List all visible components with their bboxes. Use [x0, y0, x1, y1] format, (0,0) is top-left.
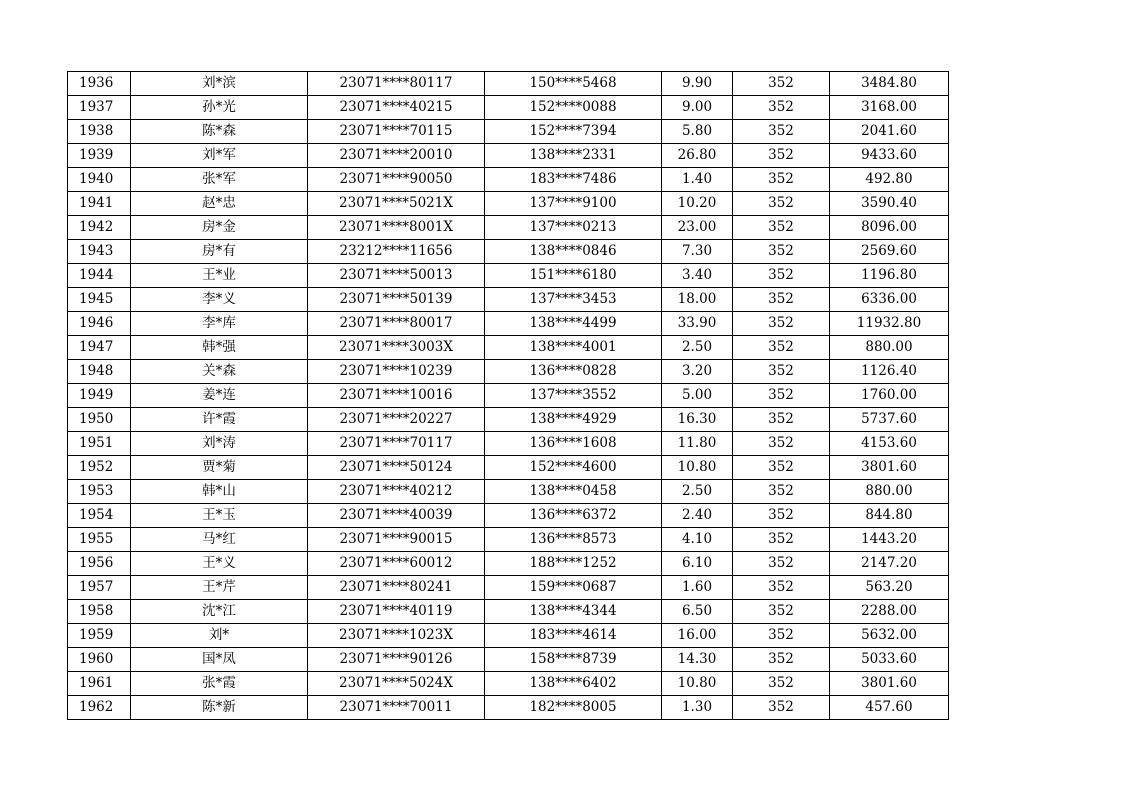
name-cell: 孙*光 — [131, 96, 308, 120]
area-cell: 23.00 — [662, 216, 733, 240]
name-cell: 刘* — [131, 624, 308, 648]
name-cell: 关*森 — [131, 360, 308, 384]
unit-price-cell: 352 — [733, 216, 830, 240]
table-row — [68, 192, 949, 216]
area-cell: 10.80 — [662, 456, 733, 480]
phone-cell: 138****4001 — [485, 336, 662, 360]
phone-cell: 182****8005 — [485, 696, 662, 720]
unit-price-cell: 352 — [733, 240, 830, 264]
id-number-cell: 23071****60012 — [308, 552, 485, 576]
amount-cell: 6336.00 — [830, 288, 949, 312]
name-cell: 韩*强 — [131, 336, 308, 360]
area-cell: 16.00 — [662, 624, 733, 648]
area-cell: 14.30 — [662, 648, 733, 672]
row-number-cell: 1956 — [68, 552, 131, 576]
phone-cell: 138****0846 — [485, 240, 662, 264]
phone-cell: 137****3453 — [485, 288, 662, 312]
id-number-cell: 23071****90126 — [308, 648, 485, 672]
phone-cell: 152****7394 — [485, 120, 662, 144]
name-cell: 房*金 — [131, 216, 308, 240]
area-cell: 5.80 — [662, 120, 733, 144]
unit-price-cell: 352 — [733, 480, 830, 504]
amount-cell: 3168.00 — [830, 96, 949, 120]
data-table — [67, 71, 949, 720]
table-row — [68, 72, 949, 96]
amount-cell: 8096.00 — [830, 216, 949, 240]
amount-cell: 11932.80 — [830, 312, 949, 336]
id-number-cell: 23071****40215 — [308, 96, 485, 120]
row-number-cell: 1951 — [68, 432, 131, 456]
table-row — [68, 336, 949, 360]
row-number-cell: 1961 — [68, 672, 131, 696]
amount-cell: 3801.60 — [830, 672, 949, 696]
row-number-cell: 1954 — [68, 504, 131, 528]
amount-cell: 1443.20 — [830, 528, 949, 552]
table-row — [68, 624, 949, 648]
name-cell: 李*义 — [131, 288, 308, 312]
id-number-cell: 23071****50013 — [308, 264, 485, 288]
phone-cell: 183****4614 — [485, 624, 662, 648]
phone-cell: 136****0828 — [485, 360, 662, 384]
amount-cell: 563.20 — [830, 576, 949, 600]
unit-price-cell: 352 — [733, 672, 830, 696]
table-row — [68, 120, 949, 144]
table-row — [68, 312, 949, 336]
unit-price-cell: 352 — [733, 648, 830, 672]
table-body — [68, 72, 949, 720]
name-cell: 国*凤 — [131, 648, 308, 672]
id-number-cell: 23071****40039 — [308, 504, 485, 528]
amount-cell: 880.00 — [830, 480, 949, 504]
table-row — [68, 360, 949, 384]
unit-price-cell: 352 — [733, 456, 830, 480]
phone-cell: 150****5468 — [485, 72, 662, 96]
unit-price-cell: 352 — [733, 576, 830, 600]
row-number-cell: 1947 — [68, 336, 131, 360]
id-number-cell: 23071****70117 — [308, 432, 485, 456]
row-number-cell: 1960 — [68, 648, 131, 672]
unit-price-cell: 352 — [733, 360, 830, 384]
table-row — [68, 144, 949, 168]
id-number-cell: 23071****20227 — [308, 408, 485, 432]
id-number-cell: 23071****10239 — [308, 360, 485, 384]
phone-cell: 158****8739 — [485, 648, 662, 672]
name-cell: 姜*连 — [131, 384, 308, 408]
row-number-cell: 1940 — [68, 168, 131, 192]
name-cell: 马*红 — [131, 528, 308, 552]
row-number-cell: 1962 — [68, 696, 131, 720]
phone-cell: 137****3552 — [485, 384, 662, 408]
table-row — [68, 408, 949, 432]
name-cell: 沈*江 — [131, 600, 308, 624]
id-number-cell: 23071****40212 — [308, 480, 485, 504]
name-cell: 陈*新 — [131, 696, 308, 720]
unit-price-cell: 352 — [733, 192, 830, 216]
phone-cell: 138****6402 — [485, 672, 662, 696]
unit-price-cell: 352 — [733, 312, 830, 336]
area-cell: 7.30 — [662, 240, 733, 264]
unit-price-cell: 352 — [733, 264, 830, 288]
area-cell: 1.40 — [662, 168, 733, 192]
phone-cell: 136****8573 — [485, 528, 662, 552]
table-row — [68, 216, 949, 240]
area-cell: 5.00 — [662, 384, 733, 408]
unit-price-cell: 352 — [733, 624, 830, 648]
name-cell: 李*库 — [131, 312, 308, 336]
row-number-cell: 1950 — [68, 408, 131, 432]
area-cell: 26.80 — [662, 144, 733, 168]
phone-cell: 152****0088 — [485, 96, 662, 120]
amount-cell: 5737.60 — [830, 408, 949, 432]
phone-cell: 138****4929 — [485, 408, 662, 432]
table-row — [68, 528, 949, 552]
row-number-cell: 1953 — [68, 480, 131, 504]
row-number-cell: 1959 — [68, 624, 131, 648]
unit-price-cell: 352 — [733, 336, 830, 360]
table-row — [68, 432, 949, 456]
phone-cell: 137****0213 — [485, 216, 662, 240]
amount-cell: 1196.80 — [830, 264, 949, 288]
unit-price-cell: 352 — [733, 168, 830, 192]
id-number-cell: 23071****70115 — [308, 120, 485, 144]
name-cell: 刘*军 — [131, 144, 308, 168]
area-cell: 10.80 — [662, 672, 733, 696]
phone-cell: 137****9100 — [485, 192, 662, 216]
row-number-cell: 1936 — [68, 72, 131, 96]
row-number-cell: 1948 — [68, 360, 131, 384]
row-number-cell: 1945 — [68, 288, 131, 312]
row-number-cell: 1939 — [68, 144, 131, 168]
table-row — [68, 168, 949, 192]
area-cell: 18.00 — [662, 288, 733, 312]
area-cell: 16.30 — [662, 408, 733, 432]
id-number-cell: 23071****90050 — [308, 168, 485, 192]
id-number-cell: 23071****80117 — [308, 72, 485, 96]
phone-cell: 159****0687 — [485, 576, 662, 600]
area-cell: 3.40 — [662, 264, 733, 288]
amount-cell: 2569.60 — [830, 240, 949, 264]
amount-cell: 2147.20 — [830, 552, 949, 576]
id-number-cell: 23071****70011 — [308, 696, 485, 720]
table-row — [68, 696, 949, 720]
unit-price-cell: 352 — [733, 528, 830, 552]
row-number-cell: 1942 — [68, 216, 131, 240]
row-number-cell: 1946 — [68, 312, 131, 336]
amount-cell: 844.80 — [830, 504, 949, 528]
name-cell: 韩*山 — [131, 480, 308, 504]
table-row — [68, 288, 949, 312]
id-number-cell: 23071****8001X — [308, 216, 485, 240]
phone-cell: 152****4600 — [485, 456, 662, 480]
id-number-cell: 23071****5021X — [308, 192, 485, 216]
unit-price-cell: 352 — [733, 384, 830, 408]
area-cell: 1.60 — [662, 576, 733, 600]
id-number-cell: 23071****50139 — [308, 288, 485, 312]
phone-cell: 138****2331 — [485, 144, 662, 168]
row-number-cell: 1949 — [68, 384, 131, 408]
unit-price-cell: 352 — [733, 696, 830, 720]
table-row — [68, 240, 949, 264]
amount-cell: 2041.60 — [830, 120, 949, 144]
id-number-cell: 23071****90015 — [308, 528, 485, 552]
unit-price-cell: 352 — [733, 96, 830, 120]
id-number-cell: 23071****5024X — [308, 672, 485, 696]
unit-price-cell: 352 — [733, 72, 830, 96]
id-number-cell: 23071****1023X — [308, 624, 485, 648]
id-number-cell: 23071****40119 — [308, 600, 485, 624]
name-cell: 张*军 — [131, 168, 308, 192]
amount-cell: 9433.60 — [830, 144, 949, 168]
phone-cell: 138****4344 — [485, 600, 662, 624]
area-cell: 11.80 — [662, 432, 733, 456]
amount-cell: 3590.40 — [830, 192, 949, 216]
name-cell: 王*玉 — [131, 504, 308, 528]
table-row — [68, 648, 949, 672]
table-row — [68, 96, 949, 120]
area-cell: 10.20 — [662, 192, 733, 216]
phone-cell: 138****0458 — [485, 480, 662, 504]
unit-price-cell: 352 — [733, 432, 830, 456]
name-cell: 王*芹 — [131, 576, 308, 600]
amount-cell: 1126.40 — [830, 360, 949, 384]
area-cell: 3.20 — [662, 360, 733, 384]
name-cell: 贾*菊 — [131, 456, 308, 480]
id-number-cell: 23071****80241 — [308, 576, 485, 600]
id-number-cell: 23071****10016 — [308, 384, 485, 408]
row-number-cell: 1938 — [68, 120, 131, 144]
row-number-cell: 1952 — [68, 456, 131, 480]
area-cell: 1.30 — [662, 696, 733, 720]
amount-cell: 3801.60 — [830, 456, 949, 480]
id-number-cell: 23071****3003X — [308, 336, 485, 360]
table-row — [68, 456, 949, 480]
table-row — [68, 384, 949, 408]
phone-cell: 136****6372 — [485, 504, 662, 528]
amount-cell: 5632.00 — [830, 624, 949, 648]
unit-price-cell: 352 — [733, 552, 830, 576]
id-number-cell: 23071****80017 — [308, 312, 485, 336]
table-row — [68, 600, 949, 624]
table-row — [68, 504, 949, 528]
row-number-cell: 1937 — [68, 96, 131, 120]
unit-price-cell: 352 — [733, 144, 830, 168]
unit-price-cell: 352 — [733, 504, 830, 528]
row-number-cell: 1958 — [68, 600, 131, 624]
id-number-cell: 23071****20010 — [308, 144, 485, 168]
area-cell: 6.50 — [662, 600, 733, 624]
amount-cell: 1760.00 — [830, 384, 949, 408]
name-cell: 陈*森 — [131, 120, 308, 144]
name-cell: 王*义 — [131, 552, 308, 576]
area-cell: 2.50 — [662, 336, 733, 360]
table-row — [68, 576, 949, 600]
name-cell: 许*霞 — [131, 408, 308, 432]
name-cell: 房*有 — [131, 240, 308, 264]
id-number-cell: 23212****11656 — [308, 240, 485, 264]
amount-cell: 492.80 — [830, 168, 949, 192]
area-cell: 6.10 — [662, 552, 733, 576]
phone-cell: 151****6180 — [485, 264, 662, 288]
id-number-cell: 23071****50124 — [308, 456, 485, 480]
table-row — [68, 480, 949, 504]
area-cell: 33.90 — [662, 312, 733, 336]
name-cell: 赵*忠 — [131, 192, 308, 216]
area-cell: 2.40 — [662, 504, 733, 528]
amount-cell: 457.60 — [830, 696, 949, 720]
unit-price-cell: 352 — [733, 120, 830, 144]
area-cell: 9.90 — [662, 72, 733, 96]
row-number-cell: 1944 — [68, 264, 131, 288]
phone-cell: 183****7486 — [485, 168, 662, 192]
amount-cell: 5033.60 — [830, 648, 949, 672]
row-number-cell: 1943 — [68, 240, 131, 264]
amount-cell: 4153.60 — [830, 432, 949, 456]
phone-cell: 188****1252 — [485, 552, 662, 576]
name-cell: 刘*涛 — [131, 432, 308, 456]
unit-price-cell: 352 — [733, 408, 830, 432]
area-cell: 4.10 — [662, 528, 733, 552]
unit-price-cell: 352 — [733, 288, 830, 312]
amount-cell: 2288.00 — [830, 600, 949, 624]
area-cell: 2.50 — [662, 480, 733, 504]
table-row — [68, 552, 949, 576]
unit-price-cell: 352 — [733, 600, 830, 624]
row-number-cell: 1941 — [68, 192, 131, 216]
name-cell: 王*业 — [131, 264, 308, 288]
name-cell: 刘*滨 — [131, 72, 308, 96]
name-cell: 张*霞 — [131, 672, 308, 696]
phone-cell: 136****1608 — [485, 432, 662, 456]
area-cell: 9.00 — [662, 96, 733, 120]
amount-cell: 3484.80 — [830, 72, 949, 96]
row-number-cell: 1955 — [68, 528, 131, 552]
table-row — [68, 264, 949, 288]
table-row — [68, 672, 949, 696]
row-number-cell: 1957 — [68, 576, 131, 600]
amount-cell: 880.00 — [830, 336, 949, 360]
phone-cell: 138****4499 — [485, 312, 662, 336]
